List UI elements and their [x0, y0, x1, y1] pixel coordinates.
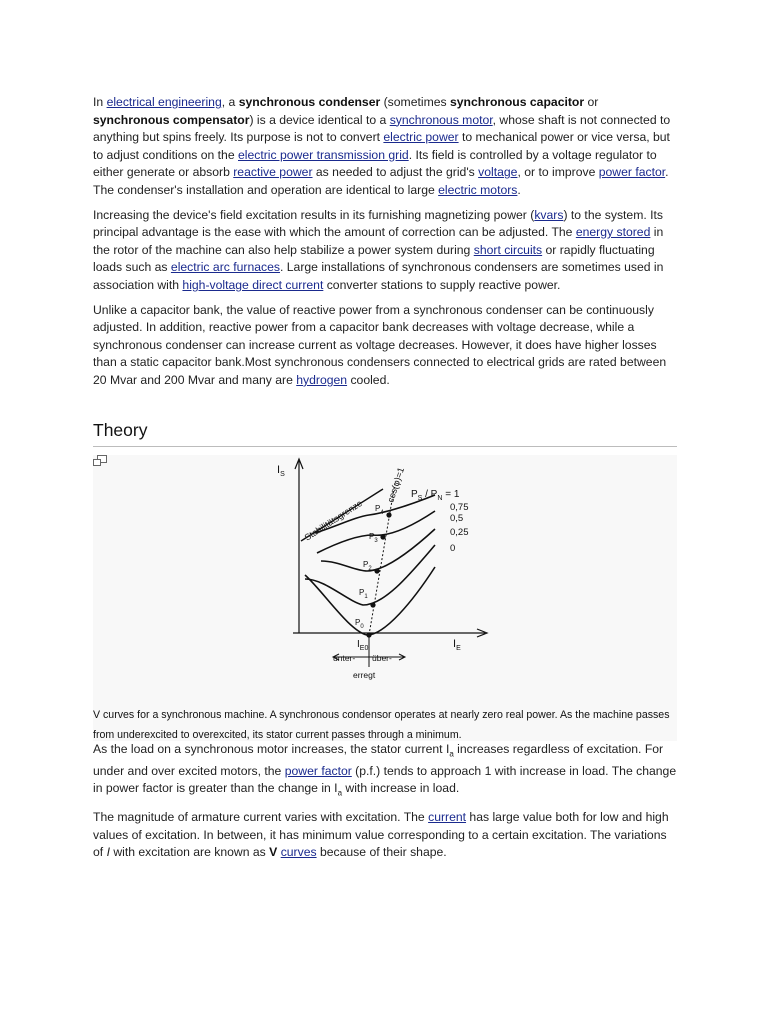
y-axis-label: $I_S$ — [277, 463, 285, 478]
enlarge-icon[interactable] — [93, 455, 107, 467]
section-title: Theory — [93, 420, 677, 447]
text-span: converter stations to supply reactive power. — [323, 277, 561, 292]
under-label: unter- — [333, 652, 356, 663]
text-span: In — [93, 95, 107, 109]
article-body — [93, 94, 677, 862]
text-span: (sometimes — [380, 95, 450, 109]
text-span: increases regardless of excitation. For under and over excited motors, the — [93, 741, 664, 778]
link-hvdc[interactable]: high-voltage direct current — [182, 277, 324, 292]
link-short-circuits[interactable]: short circuits — [473, 242, 543, 257]
operating-point — [367, 633, 371, 637]
link-kvars[interactable]: kvars — [534, 207, 564, 222]
link-hydrogen[interactable]: hydrogen — [296, 372, 348, 387]
text-span: in the rotor of the machine can also help stabilize a power system during — [93, 225, 664, 257]
link-electric-power[interactable]: electric power — [383, 130, 459, 145]
text-span: , a — [221, 95, 239, 109]
link-power-factor-2[interactable]: power factor — [284, 763, 352, 778]
subscript: a — [337, 788, 343, 798]
curve-label-05: 0,5 — [450, 512, 464, 524]
link-current[interactable]: current — [428, 810, 467, 825]
curve-label-025: 0,25 — [450, 526, 469, 538]
link-transmission-grid[interactable]: electric power transmission grid — [238, 147, 409, 162]
link-synchronous-motor[interactable]: synchronous motor — [389, 112, 493, 127]
v-curve-diagram — [93, 455, 677, 741]
text-span: The magnitude of armature current varies with excitation. The — [93, 810, 429, 825]
text-span: to mechanical power or vice versa, but to adjust conditions on the — [93, 130, 670, 162]
point-label-p3: $P_3$ — [369, 531, 378, 544]
link-curves[interactable]: curves — [280, 845, 317, 860]
stability-label: Stabilitätsgrenze — [302, 497, 364, 543]
operating-point — [387, 513, 391, 517]
text-span: Unlike a capacitor bank, the value of reactive power from a synchronous condenser can be continuously adjusted. In addition, reactive power from a capacitor bank decreases with voltage decrease, while a synchronous condenser can increase current as voltage decreases. However, it does have higher losses than a static capacitor bank.Most synchronous condensers connected to electrical grids are rated between 20 Mvar and 200 Mvar and many are — [93, 302, 667, 387]
capacitor-paragraph — [93, 302, 677, 390]
link-reactive-power[interactable]: reactive power — [233, 165, 313, 180]
text-span: or — [584, 95, 599, 109]
bold-term: synchronous capacitor — [450, 95, 585, 109]
subscript: a — [449, 748, 454, 758]
text-span: as needed to adjust the grid's — [312, 165, 479, 180]
bold-term: V — [269, 845, 278, 860]
text-span: with increase in load. — [342, 781, 460, 796]
text-span: . — [517, 182, 521, 197]
excitation-paragraph — [93, 207, 677, 295]
text-span: . Its field is controlled by a voltage regulator to either generate or absorb — [93, 147, 657, 180]
v-curve-figure — [93, 455, 677, 741]
text-span: cooled. — [347, 372, 390, 387]
link-power-factor[interactable]: power factor — [598, 165, 666, 180]
load-paragraph — [93, 741, 677, 803]
point-label-p4: $P_4$ — [375, 503, 384, 516]
text-span: , whose shaft is not connected to anything but spins freely. Its purpose is not to convert — [93, 112, 671, 145]
operating-point — [371, 603, 375, 607]
over-label: über- — [372, 652, 392, 663]
armature-paragraph — [93, 809, 677, 862]
text-span: ) is a device identical to a — [249, 112, 390, 127]
text-span: because of their shape. — [316, 845, 447, 860]
text-span: Increasing the device's field excitation results in its furnishing magnetizing power ( — [93, 207, 535, 222]
intro-paragraph — [93, 94, 677, 200]
figure-caption: V curves for a synchronous machine. A synchronous condensor operates at nearly zero real power. As the machine passes from underexcited to overexcited, its stator current passes through a minimum. — [93, 708, 670, 741]
bold-term: synchronous condenser — [238, 95, 381, 109]
ratio-label: $P_S / P_N = 1$ — [411, 488, 460, 502]
text-span: (p.f.) tends to approach 1 with increase in load. The change in power factor is greater than the change in I — [93, 763, 677, 796]
x-axis-label: $I_E$ — [453, 637, 461, 652]
point-label-p1: $P_1$ — [359, 587, 368, 600]
curve-label-075: 0,75 — [450, 501, 469, 513]
unity-pf-line — [369, 483, 395, 635]
link-electrical-engineering[interactable]: electrical engineering — [106, 95, 222, 109]
bold-term: synchronous compensator — [93, 112, 250, 127]
italic-term: I — [106, 845, 110, 860]
link-electric-motors[interactable]: electric motors — [438, 182, 518, 197]
text-span: As the load on a synchronous motor increases, the stator current I — [93, 741, 450, 756]
link-voltage[interactable]: voltage — [478, 165, 518, 180]
operating-point — [381, 535, 385, 539]
text-span: , or to improve — [517, 165, 599, 180]
section-header — [93, 420, 677, 447]
v-curve-p0 — [305, 567, 435, 635]
text-span: has large value both for low and high values of excitation. In between, it has minimum value corresponding to a certain excitation. The variations of — [93, 810, 669, 860]
cos-label: cos(φ)=1 — [385, 465, 407, 504]
point-label-p0: $P_0$ — [355, 617, 364, 630]
text-span: . The condenser's installation and operation are identical to large — [93, 165, 669, 197]
text-span: . Large installations of synchronous condensers are sometimes used in association with — [93, 260, 664, 292]
text-span: or rapidly fluctuating loads such as — [93, 242, 655, 275]
link-arc-furnaces[interactable]: electric arc furnaces — [170, 260, 280, 275]
text-span: with excitation are known as — [109, 845, 270, 860]
ie0-label: $I_{E0}$ — [357, 638, 369, 652]
point-label-p2: $P_2$ — [363, 559, 372, 572]
excited-label: erregt — [353, 669, 376, 680]
text-span: ) to the system. Its principal advantage is the ease with which the amount of correction can be adjusted. The — [93, 207, 663, 240]
curve-label-0: 0 — [450, 542, 456, 554]
operating-point — [375, 569, 379, 573]
link-energy-stored[interactable]: energy stored — [575, 225, 651, 240]
